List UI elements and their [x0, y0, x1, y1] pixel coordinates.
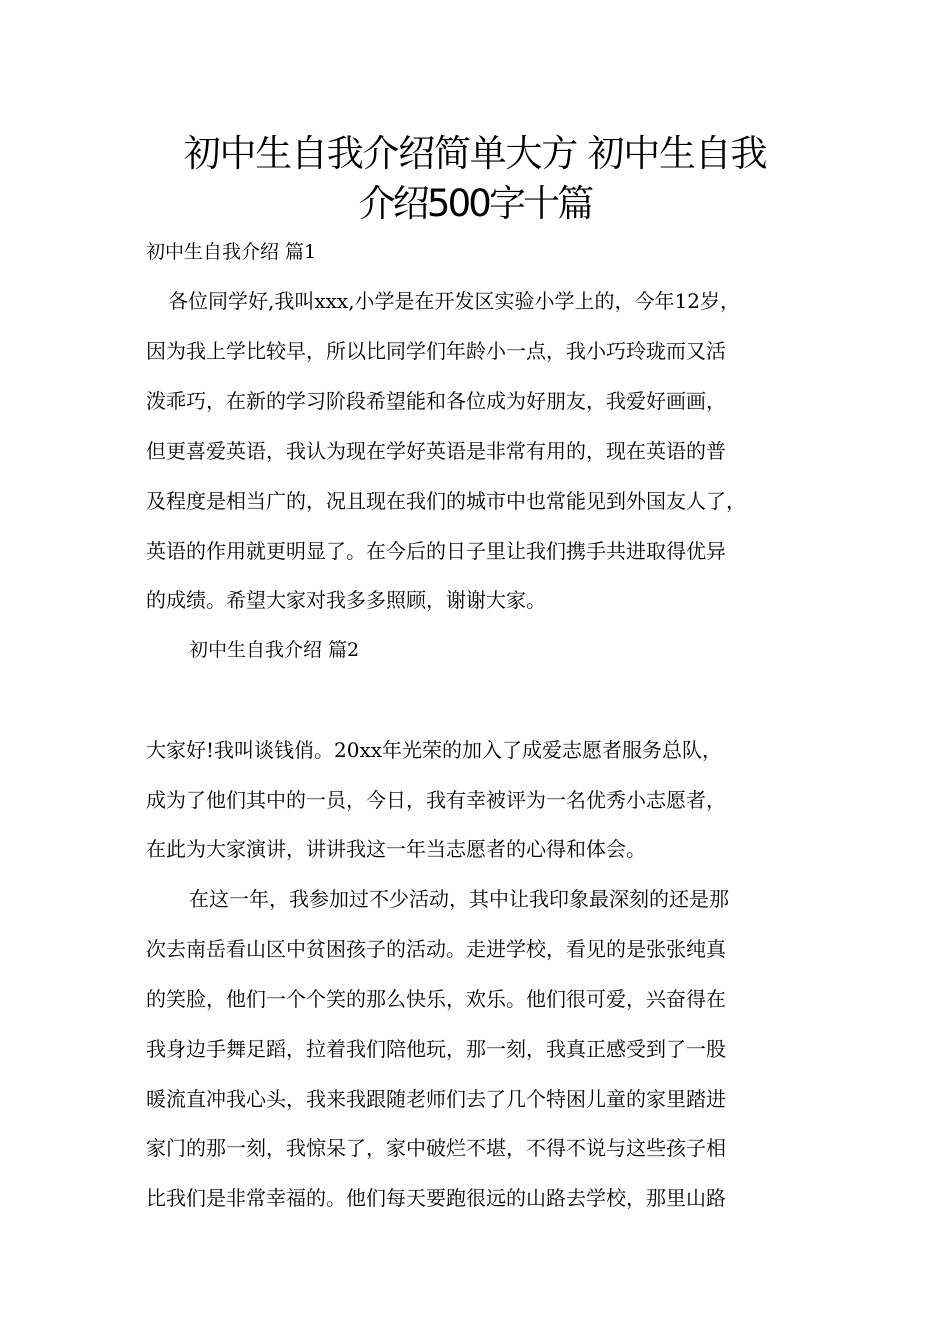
section-2-p1-line-1: 大家好!我叫谈钱俏。20xx年光荣的加入了成爱志愿者服务总队， — [146, 738, 723, 762]
section-1-line-4: 但更喜爱英语，我认为现在学好英语是非常有用的，现在英语的普 — [146, 439, 726, 463]
document-title-line-1: 初中生自我介绍简单大方 初中生自我 — [183, 132, 767, 175]
section-2-p1-line-2: 成为了他们其中的一员，今日，我有幸被评为一名优秀小志愿者， — [146, 788, 726, 812]
section-1-line-1: 各位同学好,我叫xxx,小学是在开发区实验小学上的，今年12岁， — [168, 289, 741, 313]
section-1-line-6: 英语的作用就更明显了。在今后的日子里让我们携手共进取得优异 — [146, 539, 726, 563]
section-2-p2-line-1: 在这一年，我参加过不少活动，其中让我印象最深刻的还是那 — [189, 887, 729, 911]
section-2-p1-line-3: 在此为大家演讲，讲讲我这一年当志愿者的心得和体会。 — [146, 837, 646, 861]
section-2-p2-line-6: 家门的那一刻，我惊呆了，家中破烂不堪，不得不说与这些孩子相 — [146, 1136, 726, 1160]
section-2-p2-line-2: 次去南岳看山区中贫困孩子的活动。走进学校，看见的是张张纯真 — [146, 937, 726, 961]
section-1-line-2: 因为我上学比较早，所以比同学们年龄小一点，我小巧玲珑而又活 — [146, 339, 726, 363]
section-2-p2-line-7: 比我们是非常幸福的。他们每天要跑很远的山路去学校，那里山路 — [146, 1186, 726, 1210]
document-title-line-2: 介绍500字十篇 — [358, 182, 592, 225]
section-2-p2-line-5: 暖流直冲我心头，我来我跟随老师们去了几个特困儿童的家里踏进 — [146, 1087, 726, 1111]
section-1-heading: 初中生自我介绍 篇1 — [146, 241, 317, 263]
section-1-line-3: 泼乖巧，在新的学习阶段希望能和各位成为好朋友，我爱好画画， — [146, 389, 726, 413]
section-2-heading: 初中生自我介绍 篇2 — [189, 639, 360, 661]
section-2-p2-line-3: 的笑脸，他们一个个笑的那么快乐，欢乐。他们很可爱，兴奋得在 — [146, 987, 726, 1011]
section-1-line-7: 的成绩。希望大家对我多多照顾，谢谢大家。 — [146, 588, 546, 612]
section-1-line-5: 及程度是相当广的，况且现在我们的城市中也常能见到外国友人了， — [146, 489, 746, 513]
section-2-p2-line-4: 我身边手舞足蹈，拉着我们陪他玩，那一刻，我真正感受到了一股 — [146, 1037, 726, 1061]
